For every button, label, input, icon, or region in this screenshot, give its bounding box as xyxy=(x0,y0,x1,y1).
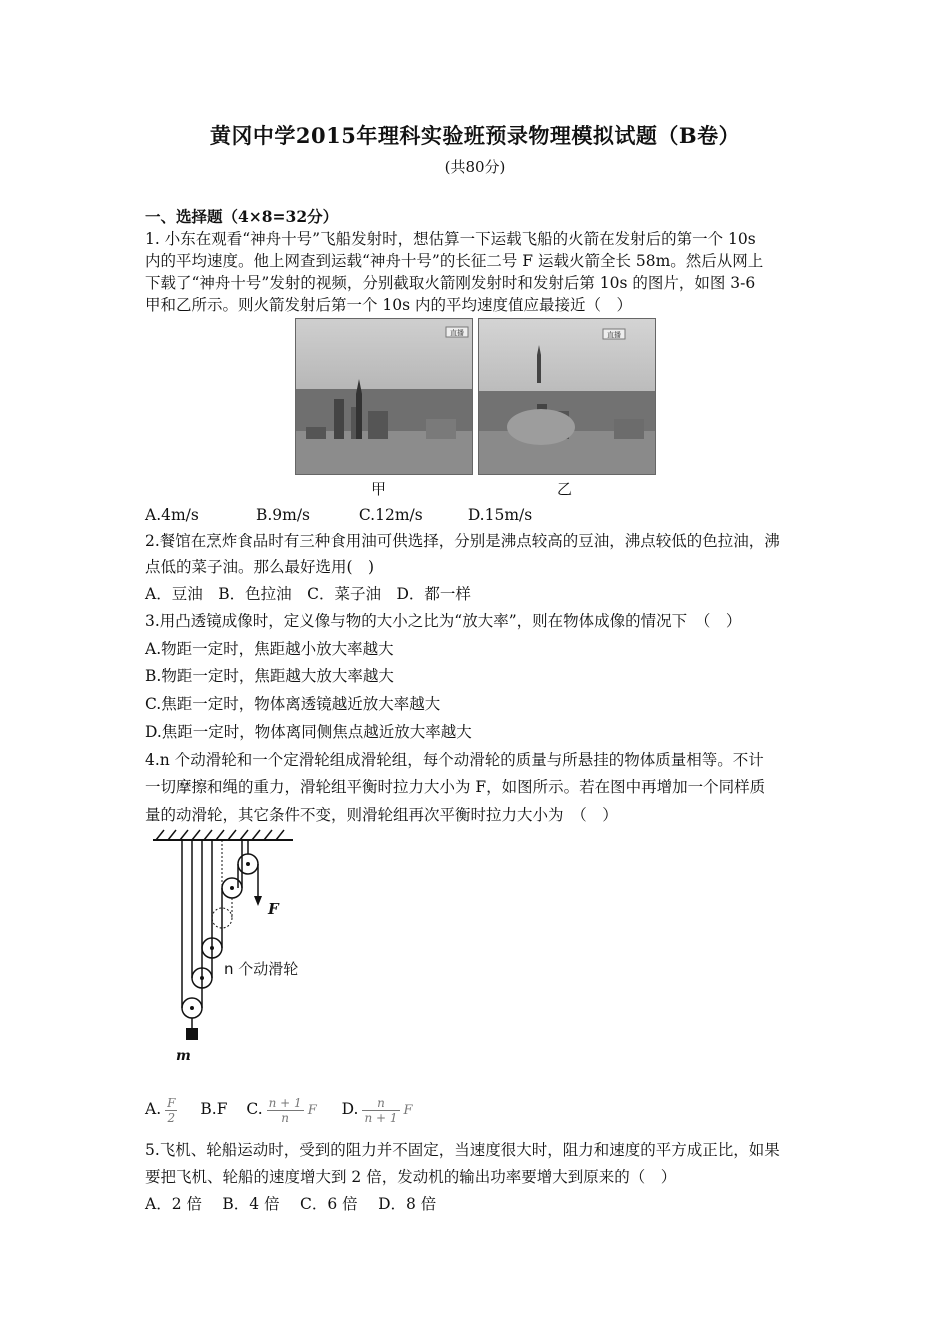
q1-line-1: 1. 小东在观看“神舟十号”飞船发射时，想估算一下运载飞船的火箭在发射后的第一个 10s xyxy=(145,230,756,248)
q3-option-c: C.焦距一定时，物体离透镜越近放大率越大 xyxy=(145,695,441,713)
q4-option-d-fraction xyxy=(362,1096,399,1125)
q4-option-c-denominator: n xyxy=(281,1110,290,1125)
q1-option-d: D.15m/s xyxy=(467,506,533,524)
pulley-count-label: n 个动滑轮 xyxy=(224,960,299,978)
q4-option-a-fraction xyxy=(165,1096,177,1125)
q4-option-c-suffix: F xyxy=(307,1103,317,1118)
rocket-photo-yi xyxy=(478,318,656,475)
q1-option-b: B.9m/s xyxy=(255,506,310,524)
q2-line-2: 点低的菜子油。那么最好选用( ) xyxy=(145,558,375,576)
q4-line-2: 一切摩擦和绳的重力，滑轮组平衡时拉力大小为 F，如图所示。若在图中再增加一个同样质 xyxy=(145,778,766,796)
q5-line-1: 5.飞机、轮船运动时，受到的阻力并不固定，当速度很大时，阻力和速度的平方成正比，如果 xyxy=(145,1141,780,1159)
q5-line-2: 要把飞机、轮船的速度增大到 2 倍，发动机的输出功率要增大到原来的（ ） xyxy=(145,1168,677,1186)
photo-label-left: 直播 xyxy=(450,329,464,337)
q1-option-c: C.12m/s xyxy=(358,506,423,524)
page-subtitle: (共80分) xyxy=(444,158,506,176)
caption-yi: 乙 xyxy=(557,480,573,498)
q4-option-d-denominator: n + 1 xyxy=(364,1110,398,1125)
q4-option-d-letter: D. xyxy=(341,1100,359,1118)
q1-line-3: 下载了“神舟十号”发射的视频，分别截取火箭刚发射时和发射后第 10s 的图片，如图 3-6 xyxy=(145,274,756,292)
q1-line-4: 甲和乙所示。则火箭发射后第一个 10s 内的平均速度值应最接近（ ） xyxy=(145,296,633,314)
q4-option-c-fraction xyxy=(267,1096,304,1125)
q2-line-1: 2.餐馆在烹炸食品时有三种食用油可供选择，分别是沸点较高的豆油，沸点较低的色拉油，沸 xyxy=(145,532,780,550)
page-title: 黄冈中学2015年理科实验班预录物理模拟试题（B卷） xyxy=(209,123,741,148)
caption-jia: 甲 xyxy=(371,480,387,498)
q3-option-a: A.物距一定时，焦距越小放大率越大 xyxy=(145,640,394,658)
q4-line-1: 4.n 个动滑轮和一个定滑轮组成滑轮组，每个动滑轮的质量与所悬挂的物体质量相等。不计 xyxy=(145,751,764,769)
q1-options xyxy=(145,504,810,526)
q5-options: A．2 倍 B．4 倍 C．6 倍 D．8 倍 xyxy=(145,1195,437,1213)
q4-line-3: 量的动滑轮，其它条件不变，则滑轮组再次平衡时拉力大小为 （ ） xyxy=(145,806,618,824)
q4-option-a-denominator: 2 xyxy=(167,1110,176,1125)
q1-line-2: 内的平均速度。他上网查到运载“神舟十号”的长征二号 F 运载火箭全长 58m。然后从网上 xyxy=(145,252,764,270)
q4-option-a-letter: A. xyxy=(145,1100,162,1118)
q3-option-d: D.焦距一定时，物体离同侧焦点越近放大率越大 xyxy=(145,723,472,741)
q4-option-d-numerator: n xyxy=(362,1096,399,1111)
section-heading: 一、选择题（4×8=32分） xyxy=(145,207,339,226)
q2-options: A．豆油 B．色拉油 C．菜子油 D．都一样 xyxy=(145,585,471,603)
q4-options xyxy=(145,1094,810,1126)
q4-option-a-numerator: F xyxy=(167,1095,176,1110)
q4-option-d-suffix: F xyxy=(403,1103,413,1118)
force-label: F xyxy=(268,900,279,918)
pulley-system-figure xyxy=(148,828,378,1068)
q4-option-c-letter: C. xyxy=(246,1100,263,1118)
q4-option-c-numerator: n + 1 xyxy=(268,1095,302,1110)
photo-label-right: 直播 xyxy=(607,331,621,339)
rocket-launch-figure xyxy=(295,318,660,506)
q3-option-b: B.物距一定时，焦距越大放大率越大 xyxy=(145,667,394,685)
mass-label: m xyxy=(176,1048,191,1064)
q1-option-a: A.4m/s xyxy=(145,506,199,524)
q3-stem: 3.用凸透镜成像时，定义像与物的大小之比为“放大率”，则在物体成像的情况下 （ ） xyxy=(145,612,742,630)
rocket-photo-jia xyxy=(295,318,473,475)
q4-option-b: B.F xyxy=(200,1100,228,1118)
